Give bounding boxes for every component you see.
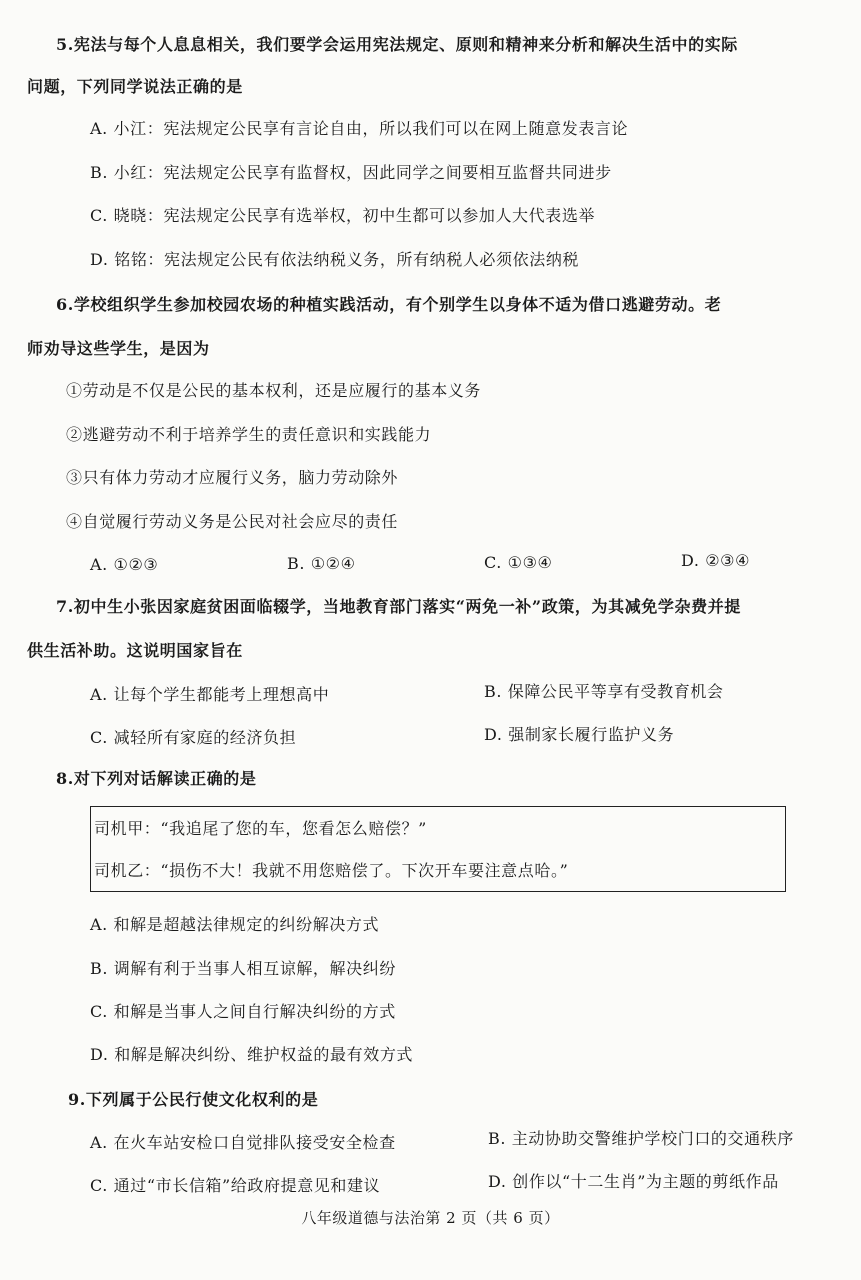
q8-option-a: A. 和解是超越法律规定的纠纷解决方式 — [90, 915, 380, 934]
q5-option-d: D. 铭铭：宪法规定公民有依法纳税义务，所有纳税人必须依法纳税 — [90, 250, 580, 269]
q7-stem-line1: 7.初中生小张因家庭贫困面临辍学，当地教育部门落实“两免一补”政策，为其减免学杂费并提 — [56, 597, 741, 616]
q5-stem-line1: 5.宪法与每个人息息相关，我们要学会运用宪法规定、原则和精神来分析和解决生活中的实际 — [56, 35, 738, 54]
q6-statement-4: ④自觉履行劳动义务是公民对社会应尽的责任 — [66, 512, 399, 531]
q8-option-d: D. 和解是解决纠纷、维护权益的最有效方式 — [90, 1045, 414, 1064]
q7-option-a: A. 让每个学生都能考上理想高中 — [90, 685, 330, 704]
q5-option-a: A. 小江：宪法规定公民享有言论自由，所以我们可以在网上随意发表言论 — [90, 119, 629, 138]
q5-option-b: B. 小红：宪法规定公民享有监督权，因此同学之间要相互监督共同进步 — [90, 163, 612, 182]
page-footer: 八年级道德与法治第 2 页（共 6 页） — [301, 1209, 560, 1227]
q5-stem-line2: 问题，下列同学说法正确的是 — [27, 77, 243, 96]
q6-option-c: C. ①③④ — [484, 553, 553, 572]
q6-stem-line2: 师劝导这些学生，是因为 — [27, 339, 210, 358]
q9-stem: 9.下列属于公民行使文化权利的是 — [68, 1090, 319, 1109]
q6-statement-2: ②逃避劳动不利于培养学生的责任意识和实践能力 — [66, 425, 432, 444]
q6-option-d: D. ②③④ — [681, 551, 751, 570]
q9-option-d: D. 创作以“十二生肖”为主题的剪纸作品 — [488, 1172, 779, 1191]
q6-option-a: A. ①②③ — [90, 555, 159, 574]
q8-option-b: B. 调解有利于当事人相互谅解，解决纠纷 — [90, 959, 396, 978]
q7-option-d: D. 强制家长履行监护义务 — [484, 725, 675, 744]
q9-option-b: B. 主动协助交警维护学校门口的交通秩序 — [488, 1129, 794, 1148]
q7-option-b: B. 保障公民平等享有受教育机会 — [484, 682, 724, 701]
q6-option-b: B. ①②④ — [287, 554, 356, 573]
q6-stem-line1: 6.学校组织学生参加校园农场的种植实践活动，有个别学生以身体不适为借口逃避劳动。老 — [56, 295, 722, 314]
q9-option-c: C. 通过“市长信箱”给政府提意见和建议 — [90, 1176, 381, 1195]
q6-statement-1: ①劳动是不仅是公民的基本权利，还是应履行的基本义务 — [66, 381, 482, 400]
q8-dialog-line1: 司机甲：“我追尾了您的车，您看怎么赔偿？” — [94, 819, 427, 838]
q7-stem-line2: 供生活补助。这说明国家旨在 — [27, 641, 243, 660]
q7-option-c: C. 减轻所有家庭的经济负担 — [90, 728, 297, 747]
q5-option-c: C. 晓晓：宪法规定公民享有选举权，初中生都可以参加人大代表选举 — [90, 206, 596, 225]
q9-option-a: A. 在火车站安检口自觉排队接受安全检查 — [90, 1133, 396, 1152]
q8-option-c: C. 和解是当事人之间自行解决纠纷的方式 — [90, 1002, 396, 1021]
q6-statement-3: ③只有体力劳动才应履行义务，脑力劳动除外 — [66, 468, 399, 487]
q8-stem: 8.对下列对话解读正确的是 — [56, 769, 257, 788]
q8-dialog-line2: 司机乙：“损伤不大！我就不用您赔偿了。下次开车要注意点哈。” — [94, 861, 569, 880]
